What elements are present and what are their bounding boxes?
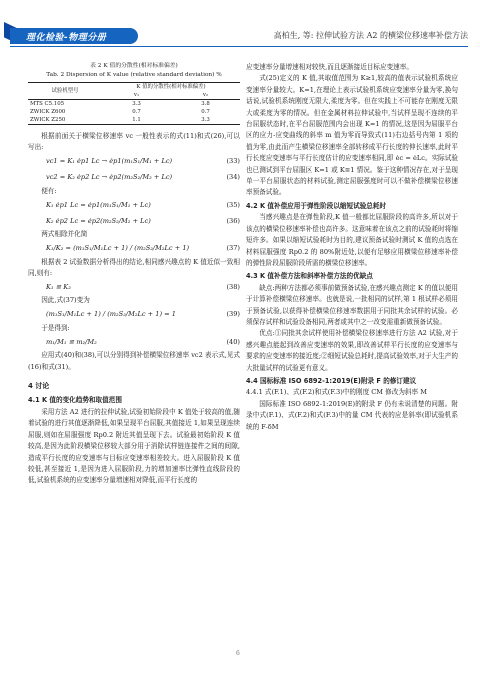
paragraph: 根据表 2 试验数据分析得出的结论,相同感兴趣点的 K 值近似一致相同,则有: [28,257,240,278]
table2-caption-en: Tab. 2 Dispersion of K value (relative standard deviation) % [46,72,222,78]
subsection-heading: 4.3 K 值补偿方法和斜率补偿方法的优缺点 [246,272,373,281]
equation-number: (38) [226,282,240,291]
equation-text: vc2 = K₂ ėp2 Lc → ėp2(m₂S₂/M₂ + Lc) [46,173,173,182]
running-title: 高柏生, 等: 拉伸试验方法 A2 的横梁位移速率补偿方法 [273,31,468,40]
equation-text: vc1 = K₁ ėp1 Lc → ėp1(m₁S₁/M₁ + Lc) [46,157,173,166]
table-cell: 3.3 [171,116,240,125]
table2-header-v2: v₂ [202,92,209,98]
paragraph: 两式相除并化简 [41,230,88,239]
paragraph: 式(25)定义的 K 值,其取值范围为 K≥1,较高的值表示试验机系统应变速率分量较大。K=1,在理论上表示试验机系统应变速率分量为零,换句话说,试验机系统刚度无限大,柔度为零。但在实践上不可能存在刚度无限大或柔度为零的情况。但在金属材料拉伸试验中,当试样呈现不连续的平台屈服状态时,在平台屈服范围内会出现 K=1 的情况,这是因为屈服平台区的应力-应变曲线的斜率 m 值为零而导致式(11)右边括号内第 1 项的值为零,由此而产生横梁位移速率全部转移成平行长度的伸长速率,此时平行长度应变速率与平行长度估计的应变速率相同,即 ėc = ėLc。实际试验也已测试到平台屈服区 K=1 或 K≅1 情况。鉴于这种情况存在,对于呈现单一平台屈服状态的材料试验,测定屈服强度时可以不做补偿横梁位移速率预备试验。 [246,74,458,197]
paragraph: 根据前面关于横梁位移速率 vc 一般性表示的式(11)和式(26),可以写出: [28,132,240,152]
table2-header-group: K 值的分散性(相对标准偏差) [102,83,240,92]
table-cell: MTS C5.105 [28,100,102,109]
table2-header-machine: 试验机型号 [28,83,102,100]
subsubsection-heading: 4.4.1 式(F.1)、式(F.2)和式(F.3)中的刚度 CM 修改为斜率 M [246,388,427,397]
subsection-heading: 4.1 K 值的变化趋势和取值范围 [28,396,122,405]
table-cell: 0.7 [201,109,210,115]
equation-text: K₁ ėp1 Lc = ėp1(m₁S₁/M₁ + Lc) [46,200,151,209]
paragraph: 于是得到: [41,323,70,332]
equation-number: (40) [226,337,240,346]
equation-text: m₁/M₁ ≌ m₂/M₂ [46,337,97,346]
paragraph: 因此,式(37)变为 [41,296,90,305]
table-cell: ZWICK Z600 [30,109,66,115]
section-heading: 4 讨论 [28,382,50,391]
equation-text: K₁ ≌ K₂ [46,282,71,291]
equation-number: (35) [226,200,240,209]
equation-39 [28,307,240,323]
equation-37 [28,241,240,257]
equation-34 [28,170,240,186]
equation-number: (34) [226,173,240,182]
equation-33 [28,154,240,170]
table-cell: 1.1 [102,116,171,125]
equation-number: (33) [226,157,240,166]
equation-36 [28,213,240,229]
subsection-heading: 4.2 K 值补偿应用于弹性阶段以缩短试验总耗时 [246,201,387,210]
table-row [28,116,240,125]
subsection-heading: 4.4 国标标准 ISO 6892-1:2019(E)附录 F 的修订建议 [246,376,417,385]
table2-caption-cn: 表 2 K 值的分散性(相对标准偏差) [90,63,178,69]
equation-number: (36) [226,216,240,225]
journal-logo-text: 理化检验-物理分册 [26,32,107,43]
table-cell: ZWICK Z250 [28,116,102,125]
equation-text: (m₁S₁/M₁Lc + 1) / (m₂S₂/M₂Lc + 1) = 1 [46,310,176,319]
page-number: 6 [236,650,240,657]
equation-number: (39) [226,310,240,319]
table-cell: 0.7 [132,109,141,115]
equation-text: K₂ ėp2 Lc = ėp2(m₂S₂/M₂ + Lc) [46,216,151,225]
paragraph: 优点:①同批其余试样使用补偿横梁位移速率进行方法 A2 试验,对于感兴趣点能起到改善应变速率的效果,即改善试样平行长度的应变速率与要求的应变速率的接近度;②细短试验总耗时,提高试验效率,对于大生产的大批量试样的试验更有意义。 [246,329,458,372]
paragraph: 当感兴趣点是在弹性阶段,K 值一般都比屈服阶段的高许多,所以对于该点的横梁位移速率补偿也高许多。这意味着在该点之前的试验耗时将缩短许多。如果以缩短试验耗时为目的,建议预备试验时测试 K 值的点选在材料屈服强度 Rp0.2 的 80%附近处,以便有足够应用横梁位移速率补偿的弹性阶段屈服阶段所需的横梁位移速率。 [246,213,458,267]
paragraph: 便有: [41,186,57,195]
left-column [28,62,240,487]
table-cell: 3.3 [102,100,171,109]
table-row [28,100,240,109]
table2 [28,82,240,125]
equation-40 [28,334,240,350]
paragraph: 采用方法 A2 进行的拉伸试验,试验初始阶段中 K 值处于较高的值,随着试验的进行其值逐渐降低,如果呈现平台屈服,其值接近 1,如果呈现连续屈服,则如在屈服强度 Rp0.2 附近其值呈现下去。试验最初始阶段 K 值较高,是因为此阶段横梁位移较大部分用于消除试样链连接件之间的间隙,造成平行长度的应变速率与目标应变速率相差较大。进入屈服阶段 K 值较低,甚至接近 1,是因为进入屈服阶段,力的增加速率比弹性直线阶段的低,试验机系统的应变速率分量增速相对降低,而平行长度的 [28,407,240,485]
equation-text: K₁/K₂ = (m₁S₁/M₁Lc + 1) / (m₂S₂/M₂Lc + 1) [46,243,190,252]
paragraph: 缺点:两种方法都必须事前做预备试验,在感兴趣点测定 K 的值以便用于计算补偿横梁位移速率。也就是说,一批相同的试样,第 1 根试样必须用于预备试验,以获得补偿横梁位移速率数据用于同批其余试样的试验。必须保存试样和试验设备相同,两者或其中之一改变需重新做预备试验。 [246,283,458,326]
paragraph: 应用式(40)和(38),可以分别得到补偿横梁位移速率 vc2 表示式,见式(16)和式(31)。 [28,351,240,371]
paragraph: 国际标准 ISO 6892-1:2019(E)的附录 F 仍有未说清楚的问题。附录中式(F.1)、式(F.2)和式(F.3)中的量 CM 代表的应是斜率(即试验机系统的 F-δM [246,399,458,431]
journal-logo [10,28,138,44]
table-row [28,108,240,116]
right-column [246,62,458,433]
table-cell: 3.8 [171,100,240,109]
header-rule [10,46,468,47]
paragraph: 应变速率分量增速相对较快,而且逐渐接近目标应变速率。 [246,63,413,71]
equation-35 [28,197,240,213]
equation-number: (37) [226,243,240,252]
table2-header-v1: v₁ [133,92,140,98]
equation-38 [28,279,240,295]
